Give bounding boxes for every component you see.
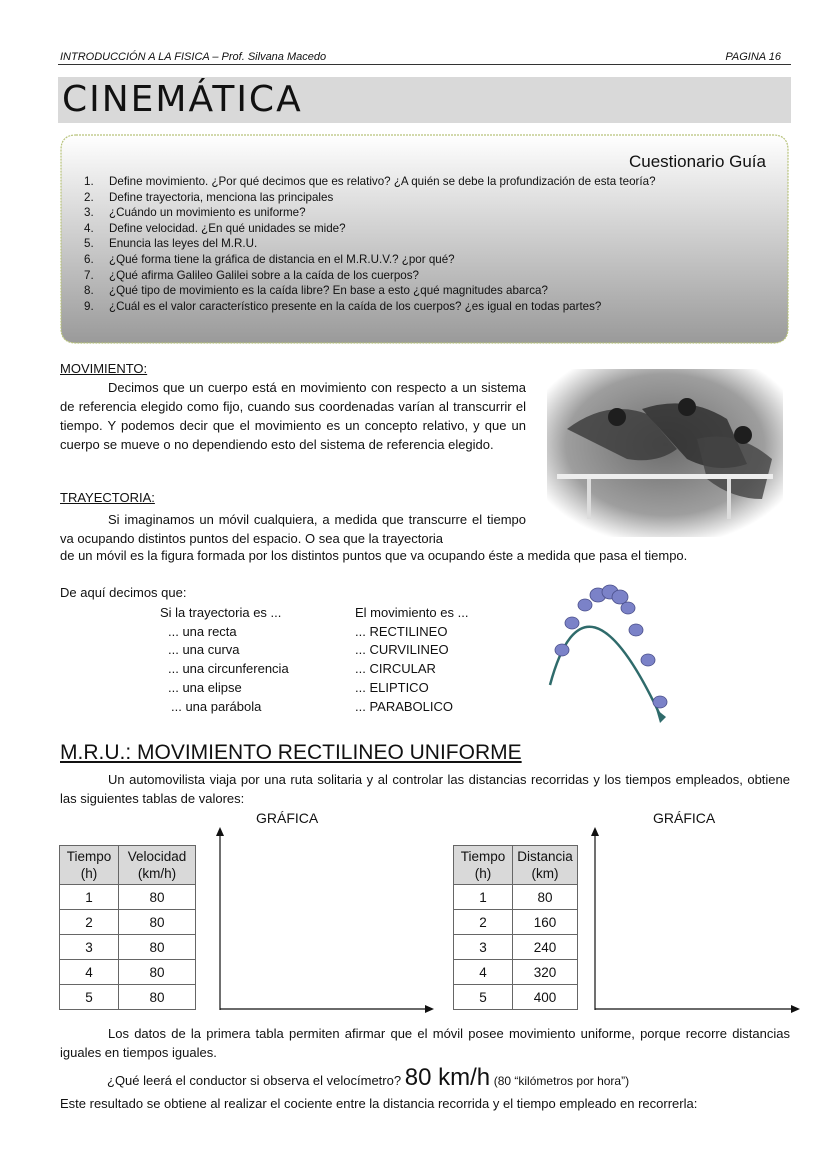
mru-title: M.R.U.: MOVIMIENTO RECTILINEO UNIFORME: [60, 741, 522, 764]
hurdlers-photo: [547, 369, 783, 537]
velocity-table: [59, 845, 196, 1010]
questionnaire-title: Cuestionario Guía: [628, 152, 766, 171]
trayectoria-item: ... una recta: [168, 623, 237, 639]
trayectoria-column: [160, 604, 289, 716]
table-row: 4 80: [60, 960, 196, 985]
header-rule: [58, 64, 791, 65]
movimiento-item: ... PARABOLICO: [355, 698, 454, 714]
movimiento-column: [355, 604, 468, 716]
trayectoria-paragraph-end: de un móvil es la figura formada por los distintos puntos que va ocupando éste a medida que pasa el tiempo.: [60, 548, 688, 563]
question-item: 4. Define velocidad. ¿En qué unidades se mide?: [84, 221, 346, 235]
velocimetro-question: [107, 1064, 629, 1092]
trayectoria-item: ... una parábola: [171, 698, 262, 714]
questionnaire-list: [84, 174, 656, 314]
question-item: 6. ¿Qué forma tiene la gráfica de distancia en el M.R.U.V.? ¿por qué?: [84, 252, 455, 266]
question-item: 7. ¿Qué afirma Galileo Galilei sobre a la caída de los cuerpos?: [84, 268, 419, 282]
table-row: 5 400: [454, 985, 578, 1010]
question-item: 3. ¿Cuándo un movimiento es uniforme?: [84, 206, 306, 220]
table-row: 2 80: [60, 910, 196, 935]
empty-graph-axes: [583, 825, 803, 1015]
column-head: Si la trayectoria es ...: [160, 605, 282, 620]
table-row: 4 320: [454, 960, 578, 985]
trayectoria-item: ... una elipse: [168, 679, 242, 695]
resultado-text: Este resultado se obtiene al realizar el cociente entre la distancia recorrida y el tiempo empleado en recorrerla:: [60, 1096, 698, 1111]
movimiento-item: ... RECTILINEO: [355, 623, 448, 639]
trayectoria-heading: TRAYECTORIA:: [60, 490, 155, 505]
table-row: 1 80: [60, 885, 196, 910]
question-item: 8. ¿Qué tipo de movimiento es la caída libre? En base a esto ¿qué magnitudes abarca?: [84, 284, 548, 298]
distance-table: [453, 845, 578, 1010]
question-text: ¿Qué leerá el conductor si observa el velocímetro?: [107, 1073, 402, 1088]
parabola-illustration: [540, 575, 680, 725]
question-item: 5. Enuncia las leyes del M.R.U.: [84, 237, 258, 251]
answer-note: (80 “kilómetros por hora”): [493, 1074, 630, 1088]
header-left: INTRODUCCIÓN A LA FISICA – Prof. Silvana Macedo: [60, 51, 327, 63]
table-row: 1 80: [454, 885, 578, 910]
clasificacion-intro: De aquí decimos que:: [60, 585, 187, 600]
movimiento-heading: MOVIMIENTO:: [60, 361, 148, 376]
page-title: CINEMÁTICA: [62, 79, 303, 120]
conclusion-paragraph: Los datos de la primera tabla permiten afirmar que el móvil posee movimiento uniforme, porque recorre distancias iguales en tiempos iguales.: [60, 1026, 790, 1060]
question-item: 2. Define trayectoria, menciona las principales: [84, 190, 334, 204]
table-header: Tiempo (h): [60, 846, 119, 885]
column-head: El movimiento es ...: [355, 605, 469, 620]
table-row: 2 160: [454, 910, 578, 935]
movimiento-item: ... CIRCULAR: [355, 661, 436, 677]
trayectoria-item: ... una curva: [168, 642, 240, 658]
table-row: 5 80: [60, 985, 196, 1010]
answer-value: 80 km/h: [404, 1064, 491, 1091]
trayectoria-item: ... una circunferencia: [168, 661, 289, 677]
table-header: Distancia (km): [513, 846, 578, 885]
graph-label: GRÁFICA: [256, 810, 319, 826]
table-row: 3 240: [454, 935, 578, 960]
table-header: Velocidad (km/h): [119, 846, 196, 885]
table-row: 3 80: [60, 935, 196, 960]
question-item: 9. ¿Cuál es el valor característico presente en la caída de los cuerpos? ¿es igual en todas partes?: [84, 299, 602, 313]
movimiento-paragraph: Decimos que un cuerpo está en movimiento con respecto a un sistema de referencia elegido como fijo, cuando sus coordenadas varían al transcurrir el tiempo. Y podemos decir que el movimiento es un concepto relativo, y que un cuerpo se mueve o no dependiendo esto del sistema de referencia elegido.: [60, 380, 526, 452]
trayectoria-paragraph: Si imaginamos un móvil cualquiera, a medida que transcurre el tiempo va ocupando distintos puntos del espacio. O sea que la trayectoria: [60, 512, 526, 546]
graph-label: GRÁFICA: [653, 810, 716, 826]
movimiento-item: ... ELIPTICO: [355, 679, 429, 695]
mru-intro: Un automovilista viaja por una ruta solitaria y al controlar las distancias recorridas y los tiempos empleados, obtiene las siguientes tablas de valores:: [60, 772, 790, 806]
movimiento-item: ... CURVILINEO: [355, 642, 449, 658]
question-item: 1. Define movimiento. ¿Por qué decimos que es relativo? ¿A quién se debe la profundización de esta teoría?: [84, 175, 656, 188]
table-header: Tiempo (h): [454, 846, 513, 885]
page-number: PAGINA 16: [725, 51, 781, 63]
empty-graph-axes: [205, 825, 435, 1015]
